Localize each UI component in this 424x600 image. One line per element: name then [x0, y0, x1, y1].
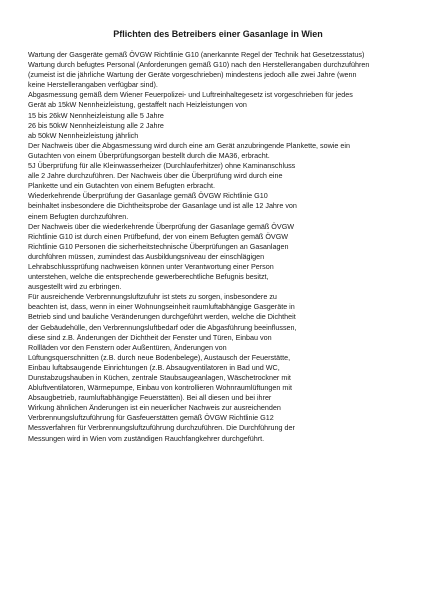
body-line: Wirkung ähnlichen Änderungen ist ein neuerlicher Nachweis zur ausreichenden	[28, 403, 281, 413]
body-line: Messungen wird in Wien vom zuständigen Rauchfangkehrer durchgeführt.	[28, 433, 265, 443]
body-line: (zumeist ist die jährliche Wartung der Geräte vorgeschrieben) mindestens jedoch alle zwei Jahre (wenn	[28, 70, 357, 80]
body-line: durchführen müssen, zumindest das Ausbildungsniveau der einschlägigen	[28, 251, 265, 261]
body-line: Richtlinie G10 Personen die sicherheitstechnische Überprüfungen an Gasanlagen	[28, 241, 289, 251]
body-line: Betrieb sind und bauliche Veränderungen durchgeführt werden, welche die Dichtheit	[28, 312, 296, 322]
body-line: 26 bis 50kW Nennheizleistung alle 2 Jahre	[28, 120, 164, 130]
body-line: Absaugbetrieb, raumluftabhängige Feuerstätten). Bei all diesen und bei ihrer	[28, 393, 272, 403]
body-line: Gutachten von einem Überprüfungsorgan bestellt durch die MA36, erbracht.	[28, 150, 270, 160]
body-line: alle 2 Jahre durchzuführen. Der Nachweis über die Überprüfung wird durch eine	[28, 171, 283, 181]
body-line: Wartung der Gasgeräte gemäß ÖVGW Richtlinie G10 (anerkannte Regel der Technik hat Gesetzesstatus)	[28, 50, 365, 59]
body-line: 15 bis 26kW Nennheizleistung alle 5 Jahre	[28, 110, 164, 120]
body-line: keine Herstellerangaben verfügbar sind).	[28, 80, 158, 90]
body-line: Wiederkehrende Überprüfung der Gasanlage gemäß ÖVGW Richtlinie G10	[28, 191, 268, 201]
body-line: Wartung durch befugtes Personal (Anforderungen gemäß G10) nach den Herstellerangaben durchzuführen	[28, 60, 370, 70]
body-line: Einbau luftabsaugende Einrichtungen (z.B. Absaugventilatoren in Bad und WC,	[28, 362, 280, 372]
body-line: einem Befugten durchzuführen.	[28, 211, 129, 221]
body-line: Dunstabzugshauben in Küchen, zentrale Staubsaugeanlagen, Wäschetrockner mit	[28, 373, 291, 382]
body-line: Rollläden vor den Fenstern oder Außentüren, Änderungen von	[28, 342, 227, 352]
body-line: Verbrennungsluftzuführung für Gasfeuerstätten gemäß ÖVGW Richtlinie G12	[28, 413, 274, 423]
body-line: diese sind z.B. Änderungen der Dichtheit der Fenster und Türen, Einbau von	[28, 332, 272, 342]
body-line: Gerät ab 15kW Nennheizleistung, gestaffelt nach Heizleistungen von	[28, 100, 247, 110]
body-line: Plankette und ein Gutachten von einem Befugten erbracht.	[28, 181, 215, 191]
body-line: Richtlinie G10 ist durch einen Prüfbefund, der von einem Befugten gemäß ÖVGW	[28, 231, 289, 241]
body-line: der Gebäudehülle, den Verbrennungsluftbedarf oder die Abgasführung beeinflussen,	[28, 322, 297, 332]
body-line: Messverfahren für Verbrennungsluftzuführung durchzuführen. Die Durchführung der	[28, 423, 295, 433]
body-line: beachten ist, dass, wenn in einer Wohnungseinheit raumluftabhängige Gasgeräte in	[28, 302, 295, 312]
body-line: ab 50kW Nennheizleistung jährlich	[28, 130, 139, 140]
body-line: Abgasmessung gemäß dem Wiener Feuerpolizei- und Luftreinhaltegesetz ist vorgeschrieben für jedes	[28, 90, 353, 100]
body-line: beinhaltet insbesondere die Dichtheitsprobe der Gasanlage und ist alle 12 Jahre von	[28, 201, 297, 211]
body-line: ausgestellt wird zu erbringen.	[28, 282, 122, 292]
body-line: unterstehen, welche die entsprechende gewerberechtliche Befugnis besitzt,	[28, 272, 269, 282]
body-line: Für ausreichende Verbrennungsluftzufuhr ist stets zu sorgen, insbesondere zu	[28, 292, 277, 302]
body-line: 5J Überprüfung für alle Kleinwasserheizer (Durchlauferhitzer) ohne Kaminanschluss	[28, 161, 296, 171]
body-line: Lehrabschlussprüfung nachweisen können unter Verantwortung einer Person	[28, 261, 274, 271]
body-line: Abluftventilatoren, Wärmepumpe, Einbau von kontrollieren Wohnraumlüftungen mit	[28, 383, 292, 393]
document-body	[28, 50, 404, 444]
body-line: Der Nachweis über die wiederkehrende Überprüfung der Gasanlage gemäß ÖVGW	[28, 221, 295, 231]
body-line: Der Nachweis über die Abgasmessung wird durch eine am Gerät anzubringende Plankette, sowie ein	[28, 140, 351, 150]
body-line: Lüftungsquerschnitten (z.B. durch neue Bodenbelege), Austausch der Feuerstätte,	[28, 352, 291, 362]
document-title: Pflichten des Betreibers einer Gasanlage in Wien	[113, 29, 323, 39]
